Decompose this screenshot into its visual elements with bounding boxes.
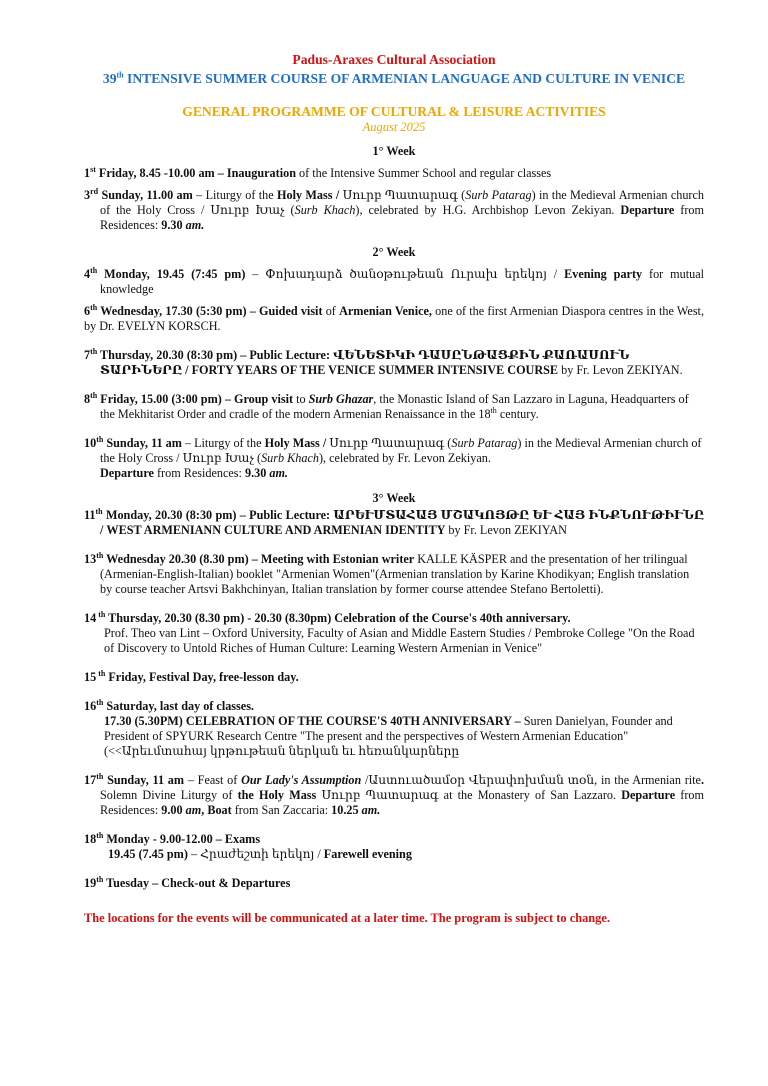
event-item: 15 $^{th}$ Friday, Festival Day, free-lesson day. <box>84 668 299 684</box>
event-item: 7th Thursday, 20.30 (8:30 pm) – Public Lecture: ՎԵՆԵՏԻԿԻ ԴԱՍԸՆԹԱՑՔԻՆ ՔԱՌԱՍՈՒՆ ՏԱՐԻՆԵՐԸ / FORTY YEARS OF THE VENICE SUMMER INTENSIVE COURSE by Fr. Levon ZEKIYAN. <box>84 346 683 377</box>
event-item: 4th Monday, 19.45 (7:45 pm) – Փոխադարձ ծանօթութեան Ուրախ երեկոյ / Evening party for mutual knowledge <box>84 265 704 296</box>
event-item: 17th Sunday, 11 am – Feast of Our Lady's Assumption /Աստուածամօր Վերափոխման տօն, in the Armenian rite. Solemn Divine Liturgy of the Holy Mass Սուրբ Պատարագ at the Monastery of San Lazzaro. Departure from Residences: 9.00 am, Boat from San Zaccaria: 10.25 am. <box>84 771 704 817</box>
event-item: 3rd Sunday, 11.00 am – Liturgy of the Holy Mass / Սուրբ Պատարագ (Surb Patarag) in the Medieval Armenian church of the Holy Cross / Սուրբ Խաչ (Surb Khach), celebrated by H.G. Archbishop Levon Zekiyan. Departure from Residences: 9.30 am. <box>84 186 704 232</box>
week-heading-2: 2° Week <box>372 245 416 259</box>
event-item: 19th Tuesday – Check-out & Departures <box>84 874 291 890</box>
event-item: 8th Friday, 15.00 (3:00 pm) – Group visit to Surb Ghazar, the Monastic Island of San Lazzaro in Laguna, Headquarters of the Mekhitarist Order and cradle of the modern Armenian Renaissance in the 18th century. <box>84 390 689 421</box>
organization-name: Padus-Araxes Cultural Association <box>292 52 496 67</box>
event-item: 14 $^{th}$ Thursday, 20.30 (8.30 pm) - 20.30 (8.30pm) Celebration of the Course's 40th anniversary. Prof. Theo van Lint – Oxford University, Faculty of Asian and Middle Eastern Studies / Pembroke College "On the Road of Discovery to Untold Riches of Human Culture: Learning Western Armenian in Venice" <box>84 609 695 655</box>
event-item: 16th Saturday, last day of classes. 17.30 (5.30PM) CELEBRATION OF THE COURSE'S 40TH ANNIVERSARY – Suren Danielyan, Founder and President of SPYURK Research Centre "The present and the perspectives of Western Armenian Education" (<<Արեւմտահայ կրթութեան ներկան եւ հեռանկարները <box>84 697 673 758</box>
event-item: 6th Wednesday, 17.30 (5:30 pm) – Guided visit of Armenian Venice, one of the first Armenian Diaspora centres in the West, by Dr. EVELYN KORSCH. <box>84 302 704 333</box>
event-item: 13th Wednesday 20.30 (8.30 pm) – Meeting with Estonian writer KALLE KÄSPER and the presentation of her trilingual (Armenian-English-Italian) booklet "Armenian Women"(Armenian translation by Karine Khodikyan; English translation by course teacher Artsvi Bakhchinyan, Italian translation by former course attendee Stefano Bertoletti). <box>84 550 690 596</box>
programme-date: August 2025 <box>362 120 426 134</box>
event-item: 11th Monday, 20.30 (8:30 pm) – Public Lecture: ԱՐԵՒՄՏԱՀԱՅ ՄՇԱԿՈՅԹԸ ԵՒ ՀԱՅ ԻՆՔՆՈՒԹԻՒՆԸ / WEST ARMENIANN CULTURE AND ARMENIAN IDENTITY by Fr. Levon ZEKIYAN <box>84 506 704 537</box>
week-heading-1: 1° Week <box>372 144 416 158</box>
event-item: 1st Friday, 8.45 -10.00 am – Inauguration of the Intensive Summer School and regular classes <box>84 164 552 180</box>
event-item: 10th Sunday, 11 am – Liturgy of the Holy Mass / Սուրբ Պատարագ (Surb Patarag) in the Medieval Armenian church of the Holy Cross / Սուրբ Խաչ (Surb Khach), celebrated by Fr. Levon Zekiyan. Departure from Residences: 9.30 am. <box>84 434 702 480</box>
week-heading-3: 3° Week <box>372 491 416 505</box>
programme-title: GENERAL PROGRAMME OF CULTURAL & LEISURE ACTIVITIES <box>182 104 606 119</box>
event-item: 18th Monday - 9.00-12.00 – Exams 19.45 (7.45 pm) – Հրաժեշտի երեկոյ / Farewell evening <box>84 830 412 861</box>
course-title: 39th INTENSIVE SUMMER COURSE OF ARMENIAN LANGUAGE AND CULTURE IN VENICE <box>102 70 686 86</box>
footer-note: The locations for the events will be communicated at a later time. The program is subject to change. <box>84 911 610 925</box>
